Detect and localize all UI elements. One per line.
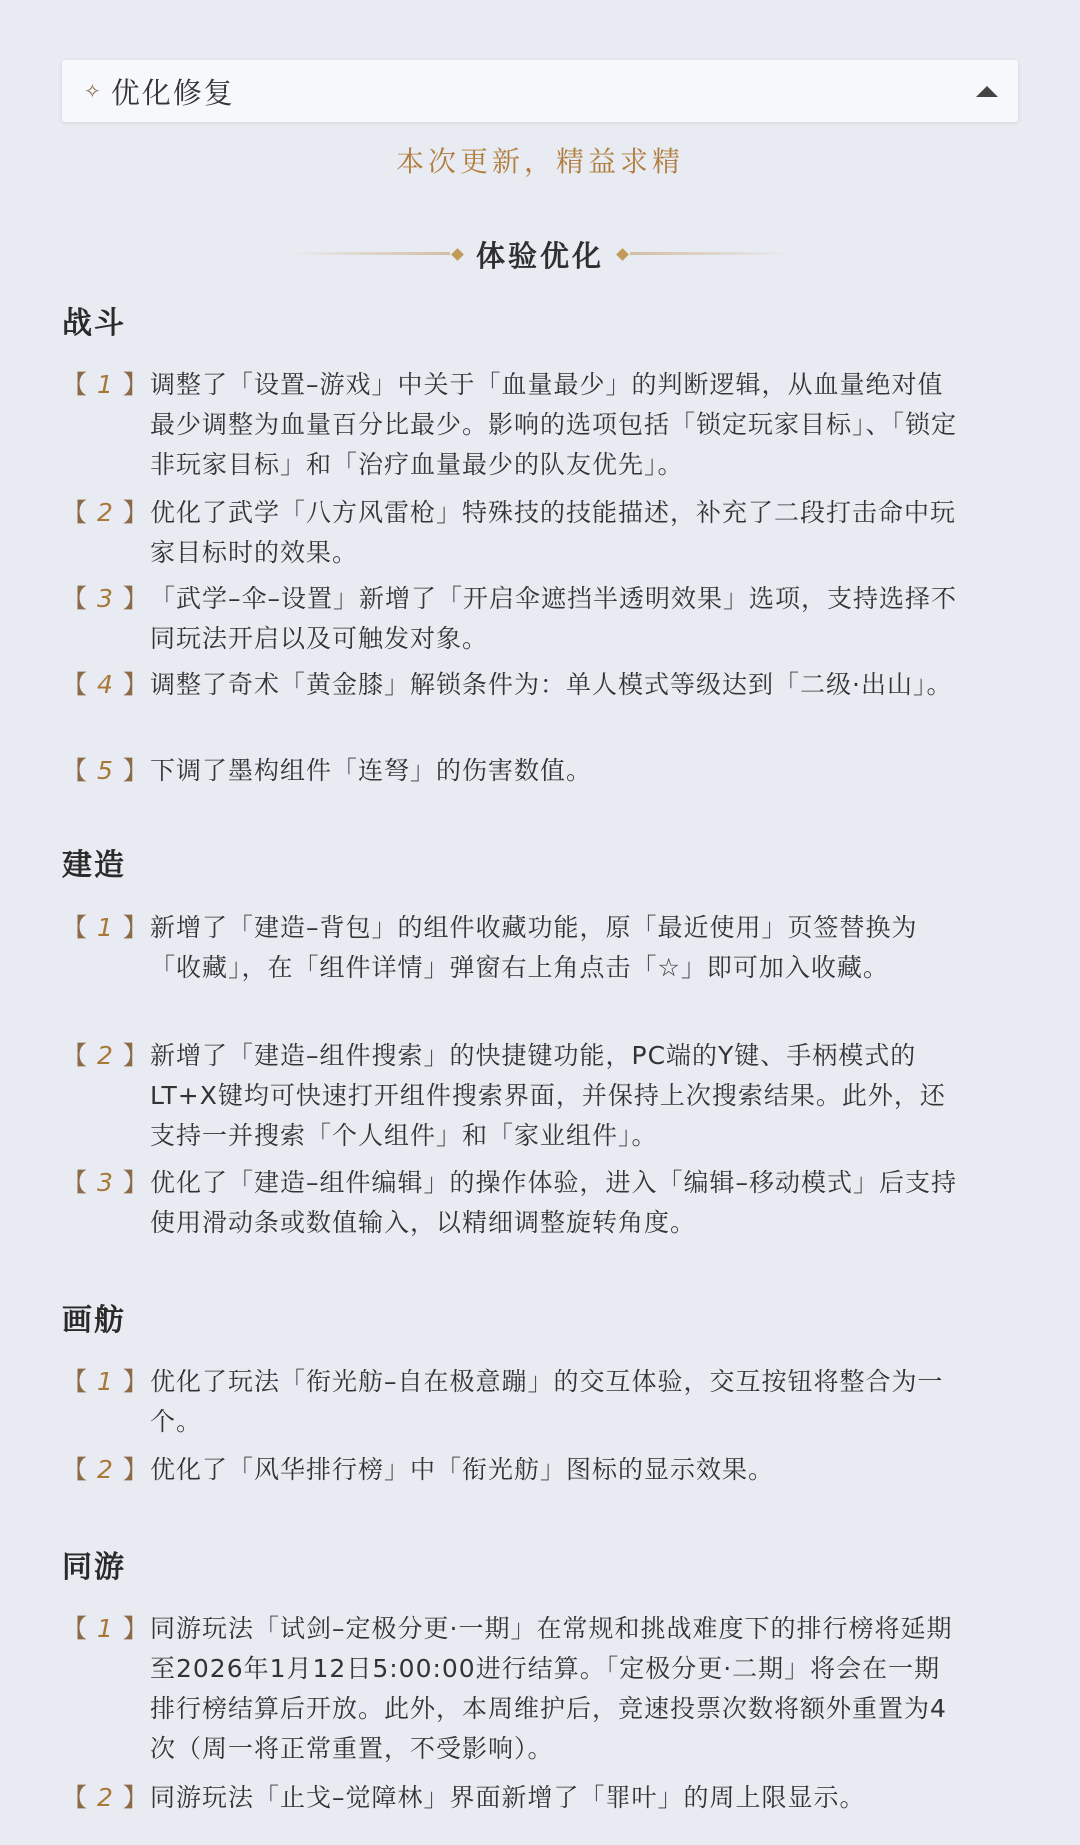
item-number: 【 1 】 [62,1367,149,1396]
list-item [62,1163,962,1243]
item-text: 同游玩法「止戈–觉障林」界面新增了「罪叶」的周上限显示。 [150,1783,866,1812]
item-text: 调整了奇术「黄金膝」解锁条件为：单人模式等级达到「二级·出山」。 [150,670,953,699]
list-item [62,665,962,705]
list-item [62,365,962,485]
item-number: 【 3 】 [62,584,149,613]
item-text: 同游玩法「试剑–定极分更·一期」在常规和挑战难度下的排行榜将延期至2026年1月12日5:00:00进行结算。「定极分更·二期」将会在一期排行榜结算后开放。此外，本周维护后，竞速投票次数将额外重置为4次（周一将正常重置，不受影响）。 [150,1614,953,1763]
diamond-icon [451,248,464,261]
item-text: 下调了墨构组件「连弩」的伤害数值。 [150,756,593,785]
item-number: 【 2 】 [62,1041,149,1070]
sparkle-icon: ✧ [84,79,101,103]
item-number: 【 3 】 [62,1168,149,1197]
category-heading-boat: 画舫 [62,1303,126,1338]
item-number: 【 2 】 [62,1455,149,1484]
item-text: 新增了「建造–背包」的组件收藏功能，原「最近使用」页签替换为「收藏」，在「组件详情」弹窗右上角点击「☆」即可加入收藏。 [150,913,918,982]
category-heading-combat: 战斗 [62,306,126,341]
section-banner [290,232,790,276]
list-item [62,1450,962,1490]
item-text: 优化了「风华排行榜」中「衔光舫」图标的显示效果。 [150,1455,775,1484]
item-number: 【 5 】 [62,756,149,785]
item-number: 【 1 】 [62,1614,149,1643]
list-item [62,908,962,988]
item-number: 【 4 】 [62,670,149,699]
list-item [62,1609,962,1769]
item-text: 调整了「设置–游戏」中关于「血量最少」的判断逻辑，从血量绝对值最少调整为血量百分比最少。影响的选项包括「锁定玩家目标」、「锁定非玩家目标」和「治疗血量最少的队友优先」。 [150,370,958,479]
item-text: 优化了玩法「衔光舫–自在极意蹦」的交互体验，交互按钮将整合为一个。 [150,1367,944,1436]
banner-divider-left [290,252,450,255]
item-text: 优化了「建造–组件编辑」的操作体验，进入「编辑–移动模式」后支持使用滑动条或数值输入，以精细调整旋转角度。 [150,1168,958,1237]
list-item [62,493,962,573]
category-heading-coop: 同游 [62,1550,126,1585]
item-number: 【 2 】 [62,1783,149,1812]
item-text: 优化了武学「八方风雷枪」特殊技的技能描述，补充了二段打击命中玩家目标时的效果。 [150,498,957,567]
section-toggle-header[interactable] [62,60,1018,122]
item-number: 【 1 】 [62,370,149,399]
item-text: 新增了「建造–组件搜索」的快捷键功能，PC端的Y键、手柄模式的LT+X键均可快速打开组件搜索界面，并保持上次搜索结果。此外，还支持一并搜索「个人组件」和「家业组件」。 [150,1041,946,1150]
category-heading-build: 建造 [62,848,126,883]
section-title: 体验优化 [475,238,604,273]
item-text: 「武学–伞–设置」新增了「开启伞遮挡半透明效果」选项，支持选择不同玩法开启以及可触发对象。 [150,584,958,653]
chevron-up-icon[interactable] [976,86,998,97]
list-item [62,579,962,659]
slogan: 本次更新，精益求精 [395,145,684,178]
item-number: 【 1 】 [62,913,149,942]
item-number: 【 2 】 [62,498,149,527]
banner-divider-right [630,252,790,255]
diamond-icon [616,248,629,261]
header-title: 优化修复 [110,75,235,110]
list-item [62,1778,962,1818]
list-item [62,751,962,791]
list-item [62,1362,962,1442]
list-item [62,1036,962,1156]
